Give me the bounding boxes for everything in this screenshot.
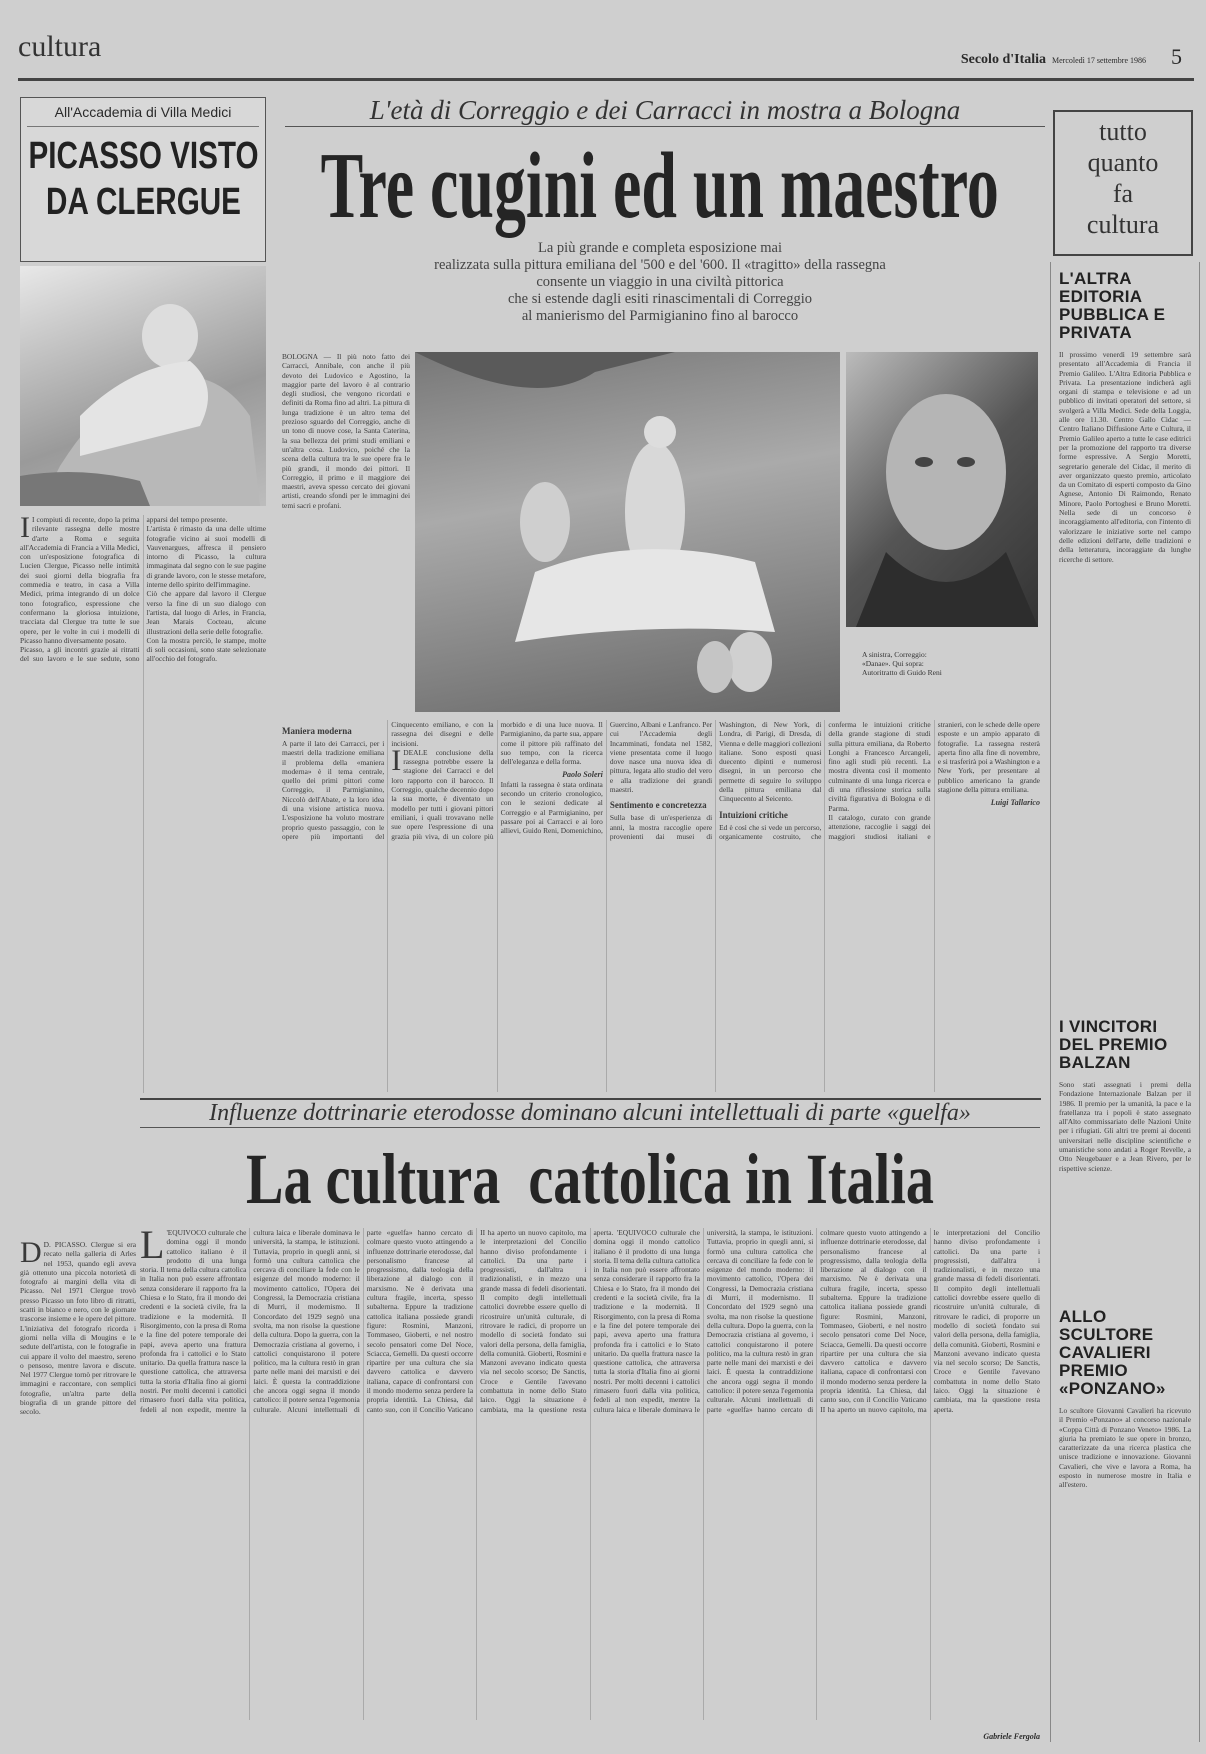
portrait-image [846, 352, 1038, 627]
byline: Paolo Soleri [562, 770, 603, 780]
sidebar-headline: I VINCITORI DEL PREMIO BALZAN [1059, 1017, 1168, 1072]
subhead: Maniera moderna [282, 726, 352, 736]
box-line: cultura [1086, 210, 1160, 239]
photo-caption: A sinistra, Correggio: «Danae». Qui sopra: Autoritratto di Guido Reni [862, 650, 942, 677]
reclining-figure-image [20, 266, 266, 506]
paragraph: Con la mostra perciò, le stampe, molte di soli occasioni, sono state selezionate all'occhio del fotografo. [146, 635, 266, 664]
paragraph: Ciò che appare dal lavoro il Clergue verso la fine di un suo dialogo con l'artista, dal luogo di Arles, in Francia, Jean Marais Cocteau, alcune illustrazioni della serie delle fotografie. [146, 589, 266, 636]
section-title: cultura [18, 30, 102, 63]
main-lead-column [282, 352, 410, 712]
main-article-body [282, 720, 1040, 1092]
dropcap: I [391, 743, 402, 777]
paragraph-text: D. PICASSO. Clergue si era recato nella galleria di Arles nel 1953, quando egli aveva già ottenuto una piccola notorietà di fotografo ai margini della vita di Picasso. Nel 1971 Clergue trovò presso Picasso un foto libro di ritratti, scatti in bianco e nero, con le giornate trascorse insieme e le opere del pittore. L'iniziativa del fotografo ricorda i giorni nella villa di Mougins e le sedute dell'artista, con le fotografie in cui appare il volto del maestro, sereno o pensoso, mentre lavora e discute. Nel 1977 Clergue tornò per ritrovare le immagini e raccontare, con semplici fotografie, un'altra parte della biografia di un grande pittore del secolo. [20, 1240, 136, 1417]
sidebar-headline: ALLO SCULTORE CAVALIERI PREMIO «PONZANO» [1059, 1307, 1166, 1398]
picasso-kicker: All'Accademia di Villa Medici [27, 98, 259, 127]
paragraph [20, 515, 140, 645]
danae-painting [415, 352, 840, 712]
bottom-byline: Gabriele Fergola [983, 1732, 1040, 1741]
header-rule [18, 78, 1194, 81]
bottom-article-body [140, 1228, 1040, 1720]
picasso-article-body [20, 515, 266, 1093]
sidebar-text: Lo scultore Giovanni Cavalieri ha ricevuto il Premio «Ponzano» al concorso nazionale «Coppa Città di Ponzano Veneto» 1986. La giuria ha premiato le sue opere in bronzo, caratterizzate da una ricerca plastica che unisce tradizione e innovazione. Giovanni Cavalieri, che vive e lavora a Roma, ha esposto in numerose mostre in Italia e all'estero. [1059, 1406, 1191, 1490]
deck-line: al manierismo del Parmigianino fino al barocco [521, 308, 799, 324]
picasso-continuation [20, 1240, 136, 1740]
page-number: 5 [1171, 44, 1182, 69]
main-kicker: L'età di Correggio e dei Carracci in mostra a Bologna [285, 95, 1045, 127]
sidebar-text: Sono stati assegnati i premi della Fondazione Internazionale Balzan per il 1986. Il premio per la umanità, la pace e la fratellanza tra i popoli è stato assegnato all'Alto commissariato delle Nazioni Unite per i rifugiati. Gli altri tre premi ai docenti universitari nelle discipline scientifiche e umanistiche sono andati a Roger Revelle, a Otto Neugebauer e a Jean Rivero, per le rispettive scienze. [1059, 1080, 1191, 1173]
deck-line: consente un viaggio in una civiltà pittorica [536, 274, 784, 290]
paragraph: Infatti la rassegna è stata ordinata secondo un criterio cronologico, con le sezioni dedicate al Correggio e al Parmigianino, per passare poi ai Carracci e ai loro allievi, Guido Reni, Domenichino, Guercino, Albani e Lanfranco. Per cui l'Accademia degli Incamminati, fondata nel 1582, viene presentata come il luogo dove nasce una nuova idea di pittura, legata allo studio del vero e alla tradizione dei grandi maestri. [500, 720, 713, 836]
dropcap: I [20, 515, 30, 544]
paragraph-text: 'EQUIVOCO culturale che domina oggi il mondo cattolico italiano è il prodotto di una lunga storia. Il tema della cultura cattolica in Italia non può essere affrontato senza considerare il rapporto fra la Chiesa e lo Stato, fra il mondo dei credenti e la società civile, fra la tradizione e la modernità. Il Risorgimento, con la presa di Roma e la fine del potere temporale dei papi, aveva aperto una frattura profonda fra i cattolici e lo Stato unitario. Da quella frattura nasce la questione cattolica, che attraversa tutta la storia d'Italia fino ai giorni nostri. Per molti decenni i cattolici rimasero fuori dalla vita politica, fedeli al non expedit, mentre la cultura laica e liberale dominava le università, la stampa, le istituzioni. Tuttavia, proprio in quegli anni, si formò una cultura cattolica che cercava di conciliare la fede con le esigenze del mondo moderno: il movimento cattolico, l'Opera dei Congressi, la Democrazia cristiana di Murri, il modernismo. Il Concordato del 1929 segnò una svolta, ma non risolse la questione della cultura. Dopo la guerra, con la Democrazia cristiana al governo, i cattolici conquistarono il potere politico, ma la cultura restò in gran parte nelle mani dei marxisti e dei laici. È questa la contraddizione che ancora oggi segna il mondo cattolico: il potere senza l'egemonia culturale. Alcuni intellettuali di parte «guelfa» hanno cercato di colmare questo vuoto attingendo a influenze dottrinarie eterodosse, dal personalismo francese al progressismo, dalla teologia della liberazione al dialogo con il marxismo. Ne è derivata una cultura fragile, incerta, spesso subalterna. Eppure la tradizione cattolica italiana possiede grandi figure: Rosmini, Manzoni, Tommaseo, Gioberti, e nel nostro secolo pensatori come Del Noce, Sciacca, Gemelli. Da questi occorre ripartire per una cultura che sia davvero cattolica e davvero italiana, capace di confrontarsi con il mondo moderno senza perdere la propria identità. La Chiesa, dal canto suo, con il Concilio Vaticano II ha aperto un nuovo capitolo, ma le interpretazioni del Concilio hanno diviso profondamente i cattolici. Da una parte i progressisti, dall'altra i tradizionalisti, e in mezzo una grande massa di fedeli disorientati. Il compito degli intellettuali cattolici dovrebbe essere quello di ricostruire un'unità culturale, di ritrovare le radici, di proporre un modello di società fondato sui valori della persona, della famiglia, della comunità. Gioberti, Rosmini e Manzoni avevano indicato questa via nel secolo scorso; De Sanctis, Croce e Gentile l'avevano combattuta in nome dello Stato laico. Oggi la situazione è cambiata, ma la questione resta aperta. [593, 1228, 1040, 1414]
paragraph: Ed è così che si vede un percorso, organicamente costruito, che conferma le intuizioni critiche della grande stagione di studi sulla pittura emiliana, da Roberto Longhi a Francesco Arcangeli, fino agli studi più recenti. La mostra diventa così il momento culminante di una lunga ricerca e di una riflessione storica sulla civiltà figurativa di Bologna e di Parma. [719, 720, 931, 841]
dropcap: D [20, 1240, 42, 1269]
newspaper-name: Secolo d'Italia [960, 52, 1047, 67]
lead-paragraph: BOLOGNA — Il più noto fatto dei Carracci, Annibale, con anche il più devoto dei Ludovico e Agostino, la maggior parte del lavoro è al contrario degli studiosi, che vengono ricordati e definiti da Roma fino ad altri. La pittura di lunga tradizione è un altro tema del prezioso sguardo del Correggio, anche di un tono di nuove cose, la Santa Caterina, la sua bellezza dei primi studi emiliani e un'altra cosa. Ludovico, poiché che la scena della cultura tra le sue opere fra le più grandi, il mondo dei pittori. Il Correggio, il primo e il maggiore dei maestri, aveva spesso cercato dei giovani artisti, creando sfondi per le immagini dei temi sacri e profani. [282, 352, 410, 510]
picasso-headline: PICASSO VISTO DA CLERGUE [28, 135, 259, 223]
paragraph: DEALE conclusione della rassegna potrebbe essere la stagione dei Carracci e del loro rapporto con il barocco. Il Correggio, qualche decennio dopo la sua morte, è diventato un modello per tutti i giovani pittori emiliani, i quali trovavano nelle sue opere l'espressione di una grazia più viva, di un colore più morbido e di una luce nuova. Il Parmigianino, da parte sua, appare come il pittore più raffinato del suo tempo, con la ricerca dell'eleganza e della forma. [391, 720, 603, 841]
paragraph: L'artista è rimasto da una delle ultime fotografie vicino ai suoi modelli di Vauvenargues, affresca il pensiero intorno di Picasso, la cultura immaginata dal segno con le sue pagine di grande lavoro, con le stesse metafore, interne dello spirito dell'immagine. [146, 524, 266, 590]
right-sidebar [1050, 262, 1200, 1742]
sidebar-headline: L'ALTRA EDITORIA PUBBLICA E PRIVATA [1059, 269, 1166, 342]
paragraph: A parte il lato dei Carracci, per i maestri della tradizione emiliana il problema della «maniera moderna» è il tema centrale, quello dei primi pittori come Correggio, il Parmigianino, Niccolò dell'Abate, e la loro idea di una visione artistica nuova. L'esposizione ha voluto mostrare proprio questo passaggio, con le opere più importanti del Cinquecento emiliano, e con la rassegna dei disegni e delle incisioni. [282, 720, 494, 841]
bottom-kicker: Influenze dottrinarie eterodosse dominano alcuni intellettuali di parte «guelfa» [140, 1100, 1040, 1128]
dropcap: L [140, 1228, 165, 1267]
subhead: Intuizioni critiche [719, 809, 788, 820]
picasso-photo [20, 266, 266, 506]
sidebar-text: Il prossimo venerdì 19 settembre sarà presentato all'Accademia di Francia il Premio Galileo. L'Altra Editoria Pubblica e Privata. La presentazione indicherà agli organi di stampa e televisione e ad un pubblico di invitati operatori del settore, si svolgerà a Villa Medici. Sede della Loggia, alle ore 11.30. Centro Gallo Cidac — Centro Italiano Diffusione Arte e Cultura, il Premio Galileo aperto a tutte le case editrici per la promozione del rapporto tra diverse forme espressive. A Sergio Moretti, segretario generale del Cidac, il merito di aver organizzato questo premio, articolato da un Comitato di esperti composto da Gino Agnese, Antonio Di Raimondo, Renato Minore, Paolo Portoghesi e Bruno Moretti. Nella sede di un concorso è incoraggiamento all'editoria, con l'intento di valorizzare le iniziative sorte nel campo delle edizioni dell'arte, delle tradizioni e della letteratura, incoraggiate da lunghe ricerche di settore. [1059, 350, 1191, 564]
subhead: Sentimento e concretezza [609, 800, 707, 811]
masthead [961, 52, 1146, 68]
paragraph-text: I compiuti di recente, dopo la prima rilevante rassegna delle mostre d'arte a Roma e seguita all'Accademia di Francia a Villa Medici, con un'esposizione fotografica di Lucien Clergue, Picasso nelle intimità dei suoi giorni della biografia fra commedia e teatro, in casa a Villa Medici, prima integrando di un dolce tono fotografico, espressione che confermano la gloriosa intuizione, tracciata dal Clergue tra tutte le sue opere, per le volte in cui i modelli di Picasso hanno diversamente posato. [20, 515, 140, 645]
paragraph: Il catalogo, curato con grande attenzione, raccoglie i saggi dei maggiori studiosi italiani e stranieri, con le schede delle opere esposte e un ampio apparato di fotografie. La rassegna resterà aperta fino alla fine di novembre, e si trasferirà poi a Washington e a New York, per presentare al pubblico americano la grande stagione della pittura emiliana. [828, 720, 1040, 841]
bottom-headline: La cultura cattolica in Italia [246, 1139, 934, 1219]
picasso-headline-box [20, 97, 266, 262]
paragraph: Picasso, a gli incontri grazie ai ritratti del suo lavoro e le sue sedute, sono apparsi del tempo presente. [20, 515, 228, 664]
box-line: fa [1112, 179, 1134, 208]
paragraph-text: 'EQUIVOCO culturale che domina oggi il mondo cattolico italiano è il prodotto di una lunga storia. Il tema della cultura cattolica in Italia non può essere affrontato senza considerare il rapporto fra la Chiesa e lo Stato, fra il mondo dei credenti e la società civile, fra la tradizione e la modernità. Il Risorgimento, con la presa di Roma e la fine del potere temporale dei papi, aveva aperto una frattura profonda fra i cattolici e lo Stato unitario. Da quella frattura nasce la questione cattolica, che attraversa tutta la storia d'Italia fino ai giorni nostri. Per molti decenni i cattolici rimasero fuori dalla vita politica, fedeli al non expedit, mentre la cultura laica e liberale dominava le università, la stampa, le istituzioni. Tuttavia, proprio in quegli anni, si formò una cultura cattolica che cercava di conciliare la fede con le esigenze del mondo moderno: il movimento cattolico, l'Opera dei Congressi, la Democrazia cristiana di Murri, il modernismo. Il Concordato del 1929 segnò una svolta, ma non risolse la questione della cultura. Dopo la guerra, con la Democrazia cristiana al governo, i cattolici conquistarono il potere politico, ma la cultura restò in gran parte nelle mani dei marxisti e dei laici. È questa la contraddizione che ancora oggi segna il mondo cattolico: il potere senza l'egemonia culturale. Alcuni intellettuali di parte «guelfa» hanno cercato di colmare questo vuoto attingendo a influenze dottrinarie eterodosse, dal personalismo francese al progressismo, dalla teologia della liberazione al dialogo con il marxismo. Ne è derivata una cultura fragile, incerta, spesso subalterna. Eppure la tradizione cattolica italiana possiede grandi figure: Rosmini, Manzoni, Tommaseo, Gioberti, e nel nostro secolo pensatori come Del Noce, Sciacca, Gemelli. Da questi occorre ripartire per una cultura che sia davvero cattolica e davvero italiana, capace di confrontarsi con il mondo moderno senza perdere la propria identità. La Chiesa, dal canto suo, con il Concilio Vaticano II ha aperto un nuovo capitolo, ma le interpretazioni del Concilio hanno diviso profondamente i cattolici. Da una parte i progressisti, dall'altra i tradizionalisti, e in mezzo una grande massa di fedeli disorientati. Il compito degli intellettuali cattolici dovrebbe essere quello di ricostruire un'unità culturale, di ritrovare le radici, di proporre un modello di società fondato sui valori della persona, della famiglia, della comunità. Gioberti, Rosmini e Manzoni avevano indicato questa via nel secolo scorso; De Sanctis, Croce e Gentile l'avevano combattuta in nome dello Stato laico. Oggi la situazione è cambiata, ma la questione resta aperta. [140, 1228, 614, 1414]
deck-line: La più grande e completa esposizione mai [538, 240, 782, 256]
reni-portrait [846, 352, 1038, 627]
byline: Luigi Tallarico [990, 798, 1040, 808]
paragraph: Sulla base di un'esperienza di anni, la mostra raccoglie opere provenienti dai musei di Washington, di New York, di Londra, di Parigi, di Dresda, di Vienna e delle maggiori collezioni italiane. Sono esposti quasi duecento dipinti e numerosi disegni, in un percorso che permette di seguire lo sviluppo della pittura emiliana dal Cinquecento al Seicento. [609, 720, 822, 841]
box-line: tutto [1099, 117, 1147, 146]
painting-image [415, 352, 840, 712]
deck-line: che si estende dagli esiti rinascimentali di Correggio [507, 291, 812, 307]
main-deck [280, 240, 1040, 325]
tutto-quanto-fa-cultura-box [1053, 110, 1193, 256]
deck-line: realizzata sulla pittura emiliana del '500 e del '600. Il «tragitto» della rassegna [434, 257, 886, 273]
bottom-headline-wrap [140, 1140, 1040, 1220]
paragraph [140, 1228, 1040, 1414]
main-headline-wrap [280, 134, 1040, 238]
box-line: quanto [1087, 148, 1159, 177]
issue-date: Mercoledì 17 settembre 1986 [1052, 56, 1146, 65]
main-headline: Tre cugini ed un maestro [320, 134, 1000, 238]
